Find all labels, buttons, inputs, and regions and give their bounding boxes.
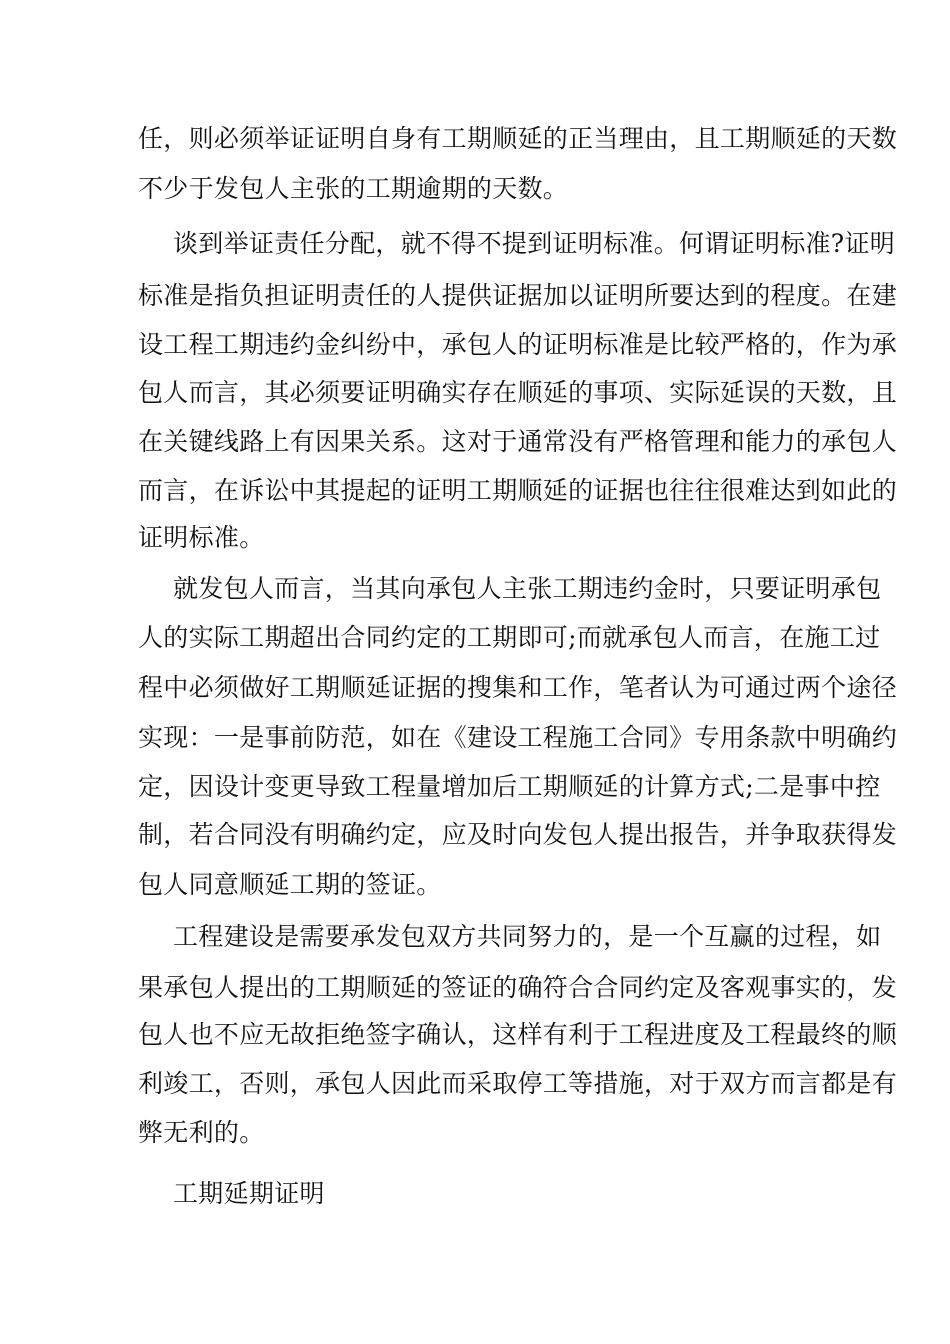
text-line: 定，因设计变更导致工程量增加后工期顺延的计算方式;二是事中控 — [138, 772, 881, 801]
text-line: 程中必须做好工期顺延证据的搜集和工作，笔者认为可通过两个途径 — [138, 673, 898, 702]
text-line: 果承包人提出的工期顺延的签证的确符合合同约定及客观事实的，发 — [138, 973, 898, 1002]
text-line: 弊无利的。 — [138, 1118, 265, 1147]
paragraph-start-line: 工程建设是需要承发包双方共同努力的，是一个互赢的过程，如 — [173, 922, 882, 951]
text-line: 标准是指负担证明责任的人提供证据加以证明所要达到的程度。在建 — [138, 281, 898, 310]
text-line: 包人也不应无故拒绝签字确认，这样有利于工程进度及工程最终的顺 — [138, 1020, 898, 1049]
text-line: 包人而言，其必须要证明确实存在顺延的事项、实际延误的天数，且 — [138, 378, 898, 407]
text-line: 制，若合同没有明确约定，应及时向发包人提出报告，并争取获得发 — [138, 820, 898, 849]
text-line: 人的实际工期超出合同约定的工期即可;而就承包人而言，在施工过 — [138, 623, 881, 652]
paragraph-start-line: 就发包人而言，当其向承包人主张工期违约金时，只要证明承包 — [173, 574, 882, 603]
text-line: 利竣工，否则，承包人因此而采取停工等措施，对于双方而言都是有 — [138, 1069, 898, 1098]
text-line: 而言，在诉讼中其提起的证明工期顺延的证据也往往很难达到如此的 — [138, 476, 898, 505]
text-line: 任，则必须举证证明自身有工期顺延的正当理由，且工期顺延的天数 — [138, 124, 898, 153]
text-line: 设工程工期违约金纠纷中，承包人的证明标准是比较严格的，作为承 — [138, 330, 898, 359]
text-line: 包人同意顺延工期的签证。 — [138, 870, 442, 899]
section-heading: 工期延期证明 — [173, 1179, 325, 1208]
text-line: 实现：一是事前防范，如在《建设工程施工合同》专用条款中明确约 — [138, 723, 898, 752]
text-line: 不少于发包人主张的工期逾期的天数。 — [138, 174, 569, 203]
paragraph-start-line: 谈到举证责任分配，就不得不提到证明标准。何谓证明标准?证明 — [173, 229, 896, 258]
text-line: 在关键线路上有因果关系。这对于通常没有严格管理和能力的承包人 — [138, 427, 898, 456]
text-line: 证明标准。 — [138, 523, 265, 552]
